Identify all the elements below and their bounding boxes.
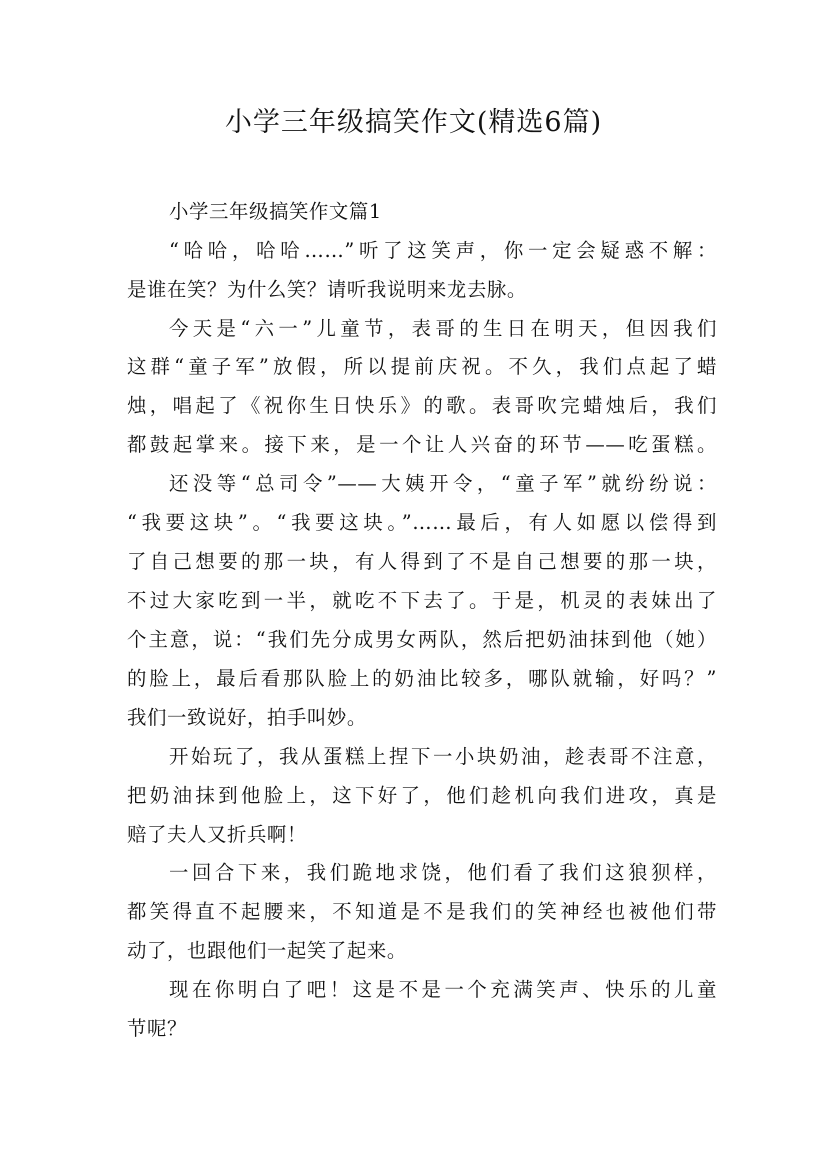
paragraph-line: 烛，唱起了《祝你生日快乐》的歌。表哥吹完蜡烛后，我们: [127, 394, 717, 417]
paragraph-line: 一回合下来，我们跪地求饶，他们看了我们这狼狈样，: [169, 861, 717, 884]
paragraph-line: 现在你明白了吧！这是不是一个充满笑声、快乐的儿童: [169, 978, 717, 1001]
paragraph-line: 把奶油抹到他脸上，这下好了，他们趁机向我们进攻，真是: [127, 784, 717, 807]
paragraph-line: 是谁在笑？为什么笑？请听我说明来龙去脉。: [127, 278, 527, 301]
paragraph-line: 开始玩了，我从蛋糕上捏下一小块奶油，趁表哥不注意，: [169, 745, 717, 768]
paragraph-line: 动了，也跟他们一起笑了起来。: [127, 939, 407, 962]
paragraph-line: 节呢？: [127, 1017, 187, 1040]
paragraph-line: 个主意，说：“我们先分成男女两队，然后把奶油抹到他（她）: [127, 628, 717, 651]
paragraph-line: 都鼓起掌来。接下来，是一个让人兴奋的环节——吃蛋糕。: [127, 433, 717, 456]
section-heading: 小学三年级搞笑作文篇1: [169, 200, 382, 223]
paragraph-line: 都笑得直不起腰来，不知道是不是我们的笑神经也被他们带: [127, 900, 717, 923]
paragraph-line: 还没等“总司令”——大姨开令，“童子军”就纷纷说：: [169, 472, 717, 495]
paragraph-line: 赔了夫人又折兵啊！: [127, 823, 307, 846]
paragraph-line: 这群“童子军”放假，所以提前庆祝。不久，我们点起了蜡: [127, 355, 717, 378]
paragraph-line: 不过大家吃到一半，就吃不下去了。于是，机灵的表妹出了: [127, 589, 717, 612]
paragraph-line: 我们一致说好，拍手叫妙。: [127, 706, 367, 729]
paragraph-line: 今天是“六一”儿童节，表哥的生日在明天，但因我们: [169, 317, 717, 340]
paragraph-line: 了自己想要的那一块，有人得到了不是自己想要的那一块，: [127, 550, 717, 573]
paragraph-line: 的脸上，最后看那队脸上的奶油比较多，哪队就输，好吗？”: [127, 667, 717, 690]
paragraph-line: “哈哈，哈哈……”听了这笑声，你一定会疑惑不解：: [169, 239, 717, 262]
document-title: 小学三年级搞笑作文(精选6篇): [224, 107, 603, 138]
paragraph-line: “我要这块”。“我要这块。”……最后，有人如愿以偿得到: [127, 511, 717, 534]
